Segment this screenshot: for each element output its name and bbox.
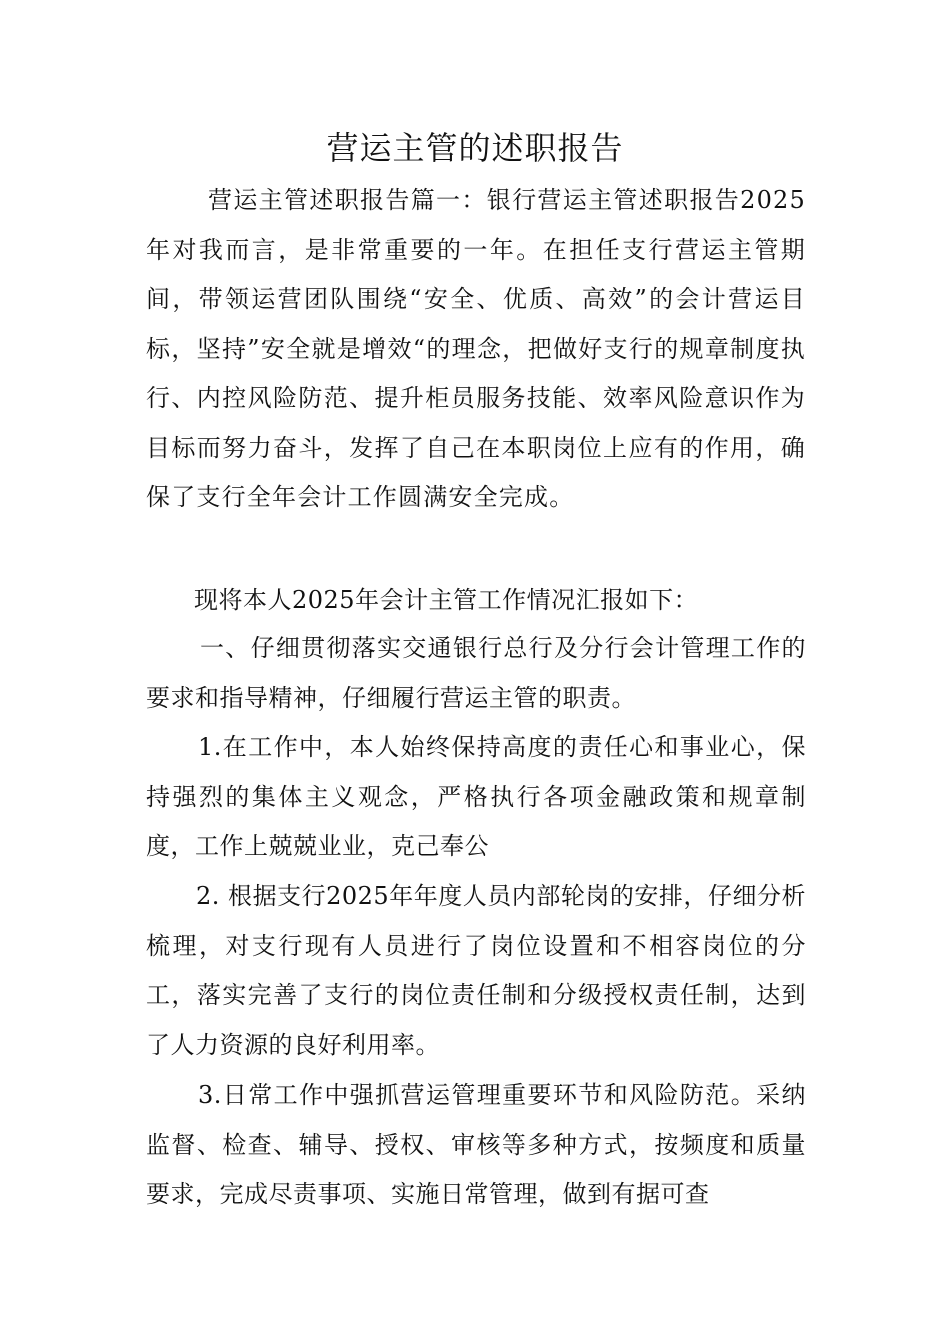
document-title: 营运主管的述职报告 <box>326 129 624 167</box>
paragraph-item-3: 3.日常工作中强抓营运管理重要环节和风险防范。采纳监督、检查、辅导、授权、审核等多种方式，按频度和质量要求，完成尽责事项、实施日常管理，做到有据可查 <box>146 1081 806 1208</box>
paragraph-intro: 营运主管述职报告篇一：银行营运主管述职报告2025年对我而言，是非常重要的一年。在担任支行营运主管期间，带领运营团队围绕“安全、优质、高效”的会计营运目标，坚持”安全就是增效“的理念，把做好支行的规章制度执行、内控风险防范、提升柜员服务技能、效率风险意识作为目标而努力奋斗，发挥了自己在本职岗位上应有的作用，确保了支行全年会计工作圆满安全完成。 <box>146 186 806 511</box>
paragraph-report-lead: 现将本人2025年会计主管工作情况汇报如下： <box>194 586 699 614</box>
paragraph-item-2: 2. 根据支行2025年年度人员内部轮岗的安排，仔细分析梳理，对支行现有人员进行了岗位设置和不相容岗位的分工，落实完善了支行的岗位责任制和分级授权责任制，达到了人力资源的良好利用率。 <box>146 882 806 1059</box>
paragraph-item-1: 1.在工作中，本人始终保持高度的责任心和事业心，保持强烈的集体主义观念，严格执行各项金融政策和规章制度，工作上兢兢业业，克己奉公 <box>146 733 806 860</box>
paragraph-section-one: 一、仔细贯彻落实交通银行总行及分行会计管理工作的要求和指导精神，仔细履行营运主管的职责。 <box>146 634 806 712</box>
